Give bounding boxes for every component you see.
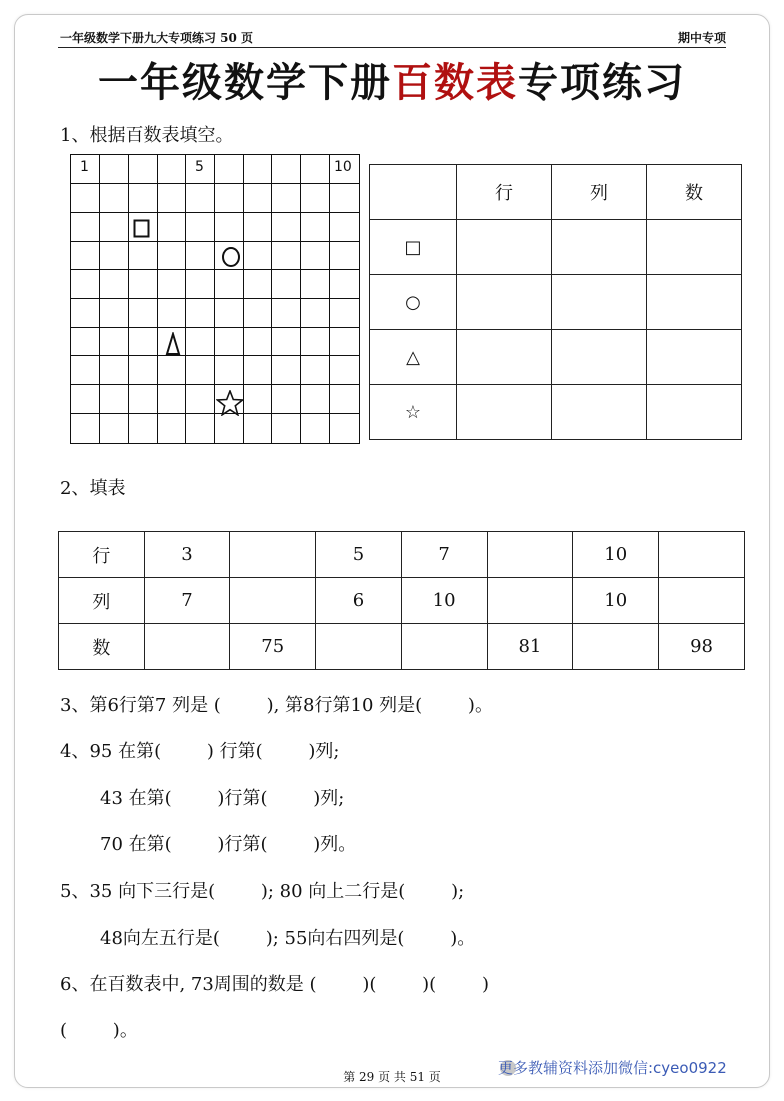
shape-position-table: [369, 164, 742, 440]
answer-cell[interactable]: [552, 275, 647, 330]
table-cell: 10: [573, 578, 659, 624]
table-row: [370, 330, 742, 385]
grid-line-vertical: [99, 155, 100, 443]
answer-cell[interactable]: [647, 330, 742, 385]
grid-line-horizontal: [71, 241, 359, 242]
grid-line-vertical: [300, 155, 301, 443]
q1-label: 1、根据百数表填空。: [60, 125, 234, 146]
grid-number-5: 5: [195, 159, 204, 175]
grid-line-vertical: [157, 155, 158, 443]
table-row: [59, 578, 745, 624]
row-header-cell: 列: [59, 578, 145, 624]
answer-cell[interactable]: [457, 330, 552, 385]
table-cell[interactable]: [144, 624, 230, 670]
page-title: [0, 58, 784, 108]
q5-line1: 5、35 向下三行是( ); 80 向上二行是( );: [60, 881, 465, 902]
header-right: 期中专项: [677, 31, 726, 45]
answer-cell[interactable]: [552, 330, 647, 385]
grid-line-horizontal: [71, 327, 359, 328]
table-cell: 3: [144, 532, 230, 578]
table-cell: 7: [144, 578, 230, 624]
table-header-cell: 列: [552, 165, 647, 220]
circle-shape-icon: [220, 246, 242, 268]
fill-table: [58, 531, 745, 670]
answer-cell[interactable]: [457, 385, 552, 440]
answer-cell[interactable]: [552, 385, 647, 440]
table-cell[interactable]: [659, 532, 745, 578]
table-header-cell: [370, 165, 457, 220]
table-row: [59, 532, 745, 578]
grid-line-horizontal: [71, 183, 359, 184]
q4-line1: 4、95 在第( ) 行第( )列;: [60, 741, 340, 762]
q6-line2: ( )。: [60, 1020, 138, 1041]
row-header-cell: 行: [59, 532, 145, 578]
table-cell[interactable]: [230, 532, 316, 578]
page-number: 第 29 页 共 51 页: [343, 1070, 441, 1084]
grid-number-1: 1: [80, 159, 89, 175]
title-part3: 专项练习: [518, 59, 686, 106]
table-row: [370, 275, 742, 330]
table-row: [370, 385, 742, 440]
q4-line2: 43 在第( )行第( )列;: [100, 788, 345, 809]
table-header-cell: 数: [647, 165, 742, 220]
q4-line3: 70 在第( )行第( )列。: [100, 834, 357, 855]
table-cell: 10: [573, 532, 659, 578]
grid-line-vertical: [128, 155, 129, 443]
table-cell: 10: [401, 578, 487, 624]
grid-line-vertical: [243, 155, 244, 443]
q5-line2: 48向左五行是( ); 55向右四列是( )。: [100, 928, 476, 949]
grid-line-horizontal: [71, 269, 359, 270]
grid-line-vertical: [271, 155, 272, 443]
table-cell[interactable]: [487, 578, 573, 624]
table-row: [59, 624, 745, 670]
answer-cell[interactable]: [647, 220, 742, 275]
grid-line-vertical: [214, 155, 215, 443]
grid-line-horizontal: [71, 212, 359, 213]
table-cell[interactable]: [487, 532, 573, 578]
table-cell[interactable]: [573, 624, 659, 670]
row-label-circle: ○: [370, 275, 457, 330]
table-cell: 75: [230, 624, 316, 670]
grid-line-horizontal: [71, 384, 359, 385]
table-cell: 81: [487, 624, 573, 670]
answer-cell[interactable]: [457, 275, 552, 330]
title-part1: 一年级数学下册: [98, 59, 392, 106]
q2-label: 2、填表: [60, 478, 126, 499]
grid-line-horizontal: [71, 355, 359, 356]
title-highlight: 百数表: [392, 59, 518, 106]
table-row: [370, 220, 742, 275]
table-cell: 6: [316, 578, 402, 624]
row-label-triangle: △: [370, 330, 457, 385]
row-label-star: ☆: [370, 385, 457, 440]
row-header-cell: 数: [59, 624, 145, 670]
square-shape-icon: [133, 219, 151, 239]
table-cell: 98: [659, 624, 745, 670]
answer-cell[interactable]: [457, 220, 552, 275]
table-header-cell: 行: [457, 165, 552, 220]
table-cell[interactable]: [230, 578, 316, 624]
grid-line-horizontal: [71, 413, 359, 414]
grid-line-vertical: [329, 155, 330, 443]
header-divider: [58, 47, 726, 48]
table-cell[interactable]: [659, 578, 745, 624]
answer-cell[interactable]: [647, 275, 742, 330]
grid-number-10: 10: [334, 159, 352, 175]
answer-cell[interactable]: [647, 385, 742, 440]
q6-line1: 6、在百数表中, 73周围的数是 ( )( )( ): [60, 974, 489, 995]
row-label-square: □: [370, 220, 457, 275]
table-cell[interactable]: [316, 624, 402, 670]
hundred-grid: [70, 154, 360, 444]
grid-line-horizontal: [71, 298, 359, 299]
table-header-row: [370, 165, 742, 220]
triangle-shape-icon: [165, 332, 181, 356]
answer-cell[interactable]: [552, 220, 647, 275]
header-left: 一年级数学下册九大专项练习 50 页: [60, 31, 254, 45]
q3-text: 3、第6行第7 列是 ( ), 第8行第10 列是( )。: [60, 695, 493, 716]
grid-line-vertical: [185, 155, 186, 443]
watermark-text: 更多教辅资料添加微信:cyeo0922: [498, 1059, 727, 1077]
table-cell[interactable]: [401, 624, 487, 670]
table-cell: 7: [401, 532, 487, 578]
table-cell: 5: [316, 532, 402, 578]
